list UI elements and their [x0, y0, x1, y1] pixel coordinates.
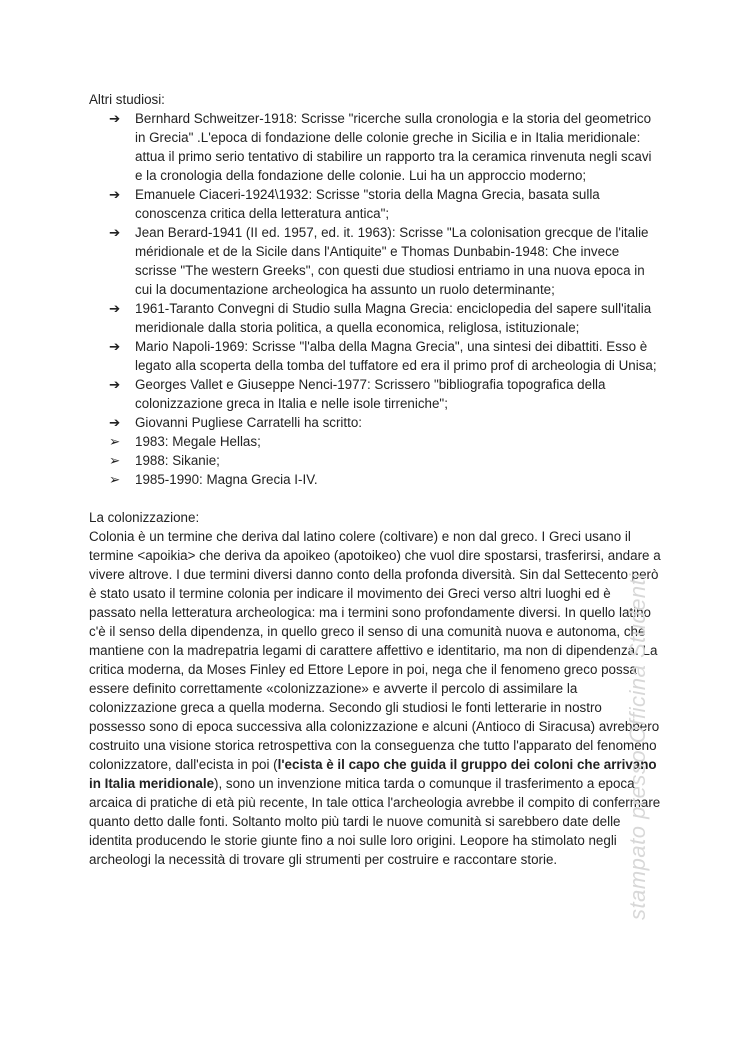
list-item-text: Emanuele Ciaceri-1924\1932: Scrisse "storia della Magna Grecia, basata sulla conoscenza critica della letteratura antica"; — [135, 187, 600, 221]
list-item-text: Giovanni Pugliese Carratelli ha scritto: — [135, 415, 363, 430]
triangle-arrow-bullet-icon: ➢ — [109, 453, 121, 468]
section-heading-altri-studiosi: Altri studiosi: — [89, 92, 165, 107]
paragraph-text-start: Colonia è un termine che deriva dal latino colere (coltivare) e non dal greco. I Greci usano il termine <apoikia> che deriva da apoikeo (apotoikeo) che vuol dire spostarsi, trasferirsi, andare a vivere altrove. I due termini diversi danno conto della profonda diversità. Sin dal Settecento però è stato usato il termine colonia per indicare il movimento dei Greci verso altri luoghi ed è passato nella letteratura archeologica: ma i termini sono profondamente diversi. In quello latino c'è il senso della dipendenza, in quello greco il senso di una comunità nuova e autonoma, che mantiene con la madrepatria legami di carattere affettivo e identitario, ma non di dipendenza. La critica moderna, da Moses Finley ed Ettore Lepore in poi, nega che il fenomeno greco possa essere definito correttamente «colonizzazione» e avverte il percolo di assimilare la colonizzazione greca a quella moderna. Secondo gli studiosi le fonti letterarie in nostro possesso sono di epoca successiva alla colonizzazione e alcuni (Antioco di Siracusa) avrebbero costruito una visione storica retrospettiva con la conseguenza che tutto l'apparato del fenomeno colonizzatore, dall'ecista in poi ( — [89, 529, 661, 772]
list-item — [89, 470, 661, 489]
paragraph-text-end: ), sono un invenzione mitica tarda o comunque il trasferimento a epoca arcaica di pratiche di età più recente, In tale ottica l'archeologia avrebbe il compito di confermare quanto detto dalle fonti. Soltanto molto più tardi le nuove comunità si sarebbero date delle identita producendo le storie giunte fino a noi sulle loro origini. Leopore ha stimolato negli archeologi la necessità di trovare gli strumenti per costruire e raccontare storie. — [89, 776, 661, 867]
scholars-list — [89, 109, 661, 489]
list-item — [89, 375, 661, 413]
triangle-arrow-bullet-icon: ➢ — [109, 472, 121, 487]
list-item — [89, 299, 661, 337]
paragraph-gap — [89, 489, 661, 508]
list-item — [89, 223, 661, 299]
watermark: stampato presso Officina Studenti — [625, 573, 650, 920]
list-item — [89, 413, 661, 432]
list-item-text: 1985-1990: Magna Grecia I-IV. — [135, 472, 318, 487]
list-item — [89, 185, 661, 223]
body-paragraph — [89, 527, 661, 869]
list-item-text: 1983: Megale Hellas; — [135, 434, 261, 449]
bold-definition: l'ecista è il capo che guida il gruppo dei coloni che arrivano in Italia meridionale — [89, 757, 657, 791]
list-item — [89, 432, 661, 451]
triangle-arrow-bullet-icon: ➢ — [109, 434, 121, 449]
list-item-text: 1988: Sikanie; — [135, 453, 220, 468]
list-item — [89, 337, 661, 375]
arrow-bullet-icon: ➔ — [109, 187, 121, 202]
arrow-bullet-icon: ➔ — [109, 111, 121, 126]
list-item-text: Georges Vallet e Giuseppe Nenci-1977: Scrissero "bibliografia topografica della colonizzazione greca in Italia e nelle isole tirreniche"; — [135, 377, 606, 411]
list-item-text: Jean Berard-1941 (II ed. 1957, ed. it. 1963): Scrisse "La colonisation grecque de l'italie méridionale et de la Sicile dans l'Antiquite" e Thomas Dunbabin-1948: Che invece scrisse "The western Greeks", con questi due studiosi entriamo in una nuova epoca in cui la documentazione archeologica ha assunto un ruolo determinante; — [135, 225, 649, 297]
arrow-bullet-icon: ➔ — [109, 339, 121, 354]
arrow-bullet-icon: ➔ — [109, 301, 121, 316]
arrow-bullet-icon: ➔ — [109, 225, 121, 240]
list-item-text: 1961-Taranto Convegni di Studio sulla Magna Grecia: enciclopedia del sapere sull'italia meridionale dalla storia politica, a quella economica, religlosa, istituzionale; — [135, 301, 652, 335]
list-item — [89, 451, 661, 470]
arrow-bullet-icon: ➔ — [109, 377, 121, 392]
list-item-text: Mario Napoli-1969: Scrisse "l'alba della Magna Grecia", una sintesi dei dibattiti. Esso è legato alla scoperta della tomba del tuffatore ed era il primo prof di archeologia di Unisa; — [135, 339, 657, 373]
section-heading-colonizzazione: La colonizzazione: — [89, 510, 200, 525]
arrow-bullet-icon: ➔ — [109, 415, 121, 430]
list-item-text: Bernhard Schweitzer-1918: Scrisse "ricerche sulla cronologia e la storia del geometrico in Grecia" .L'epoca di fondazione delle colonie greche in Sicilia e in Italia meridionale: attua il primo serio tentativo di stabilire un rapporto tra la ceramica rinvenuta negli scavi e la cronologia della fondazione delle colonie. Lui ha un approccio moderno; — [135, 111, 652, 183]
list-item — [89, 109, 661, 185]
document-page — [89, 90, 661, 869]
